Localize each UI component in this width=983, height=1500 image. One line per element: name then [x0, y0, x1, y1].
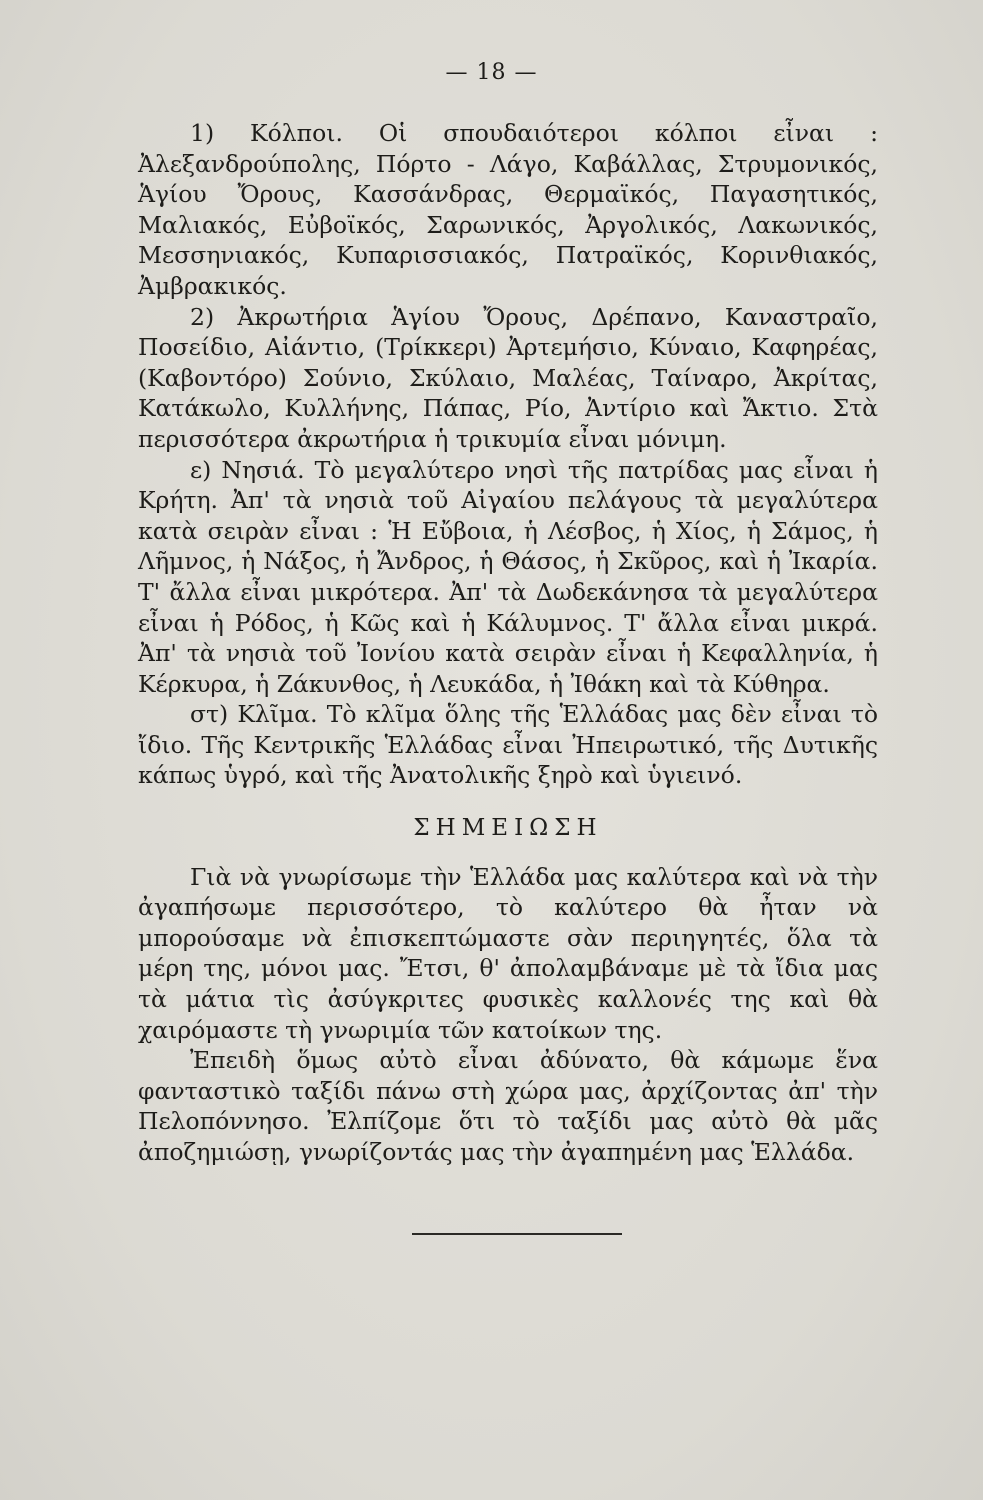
- paragraph-climate: στ) Κλῖμα. Τὸ κλῖμα ὅλης τῆς Ἑλλάδας μας δὲν εἶναι τὸ ἴδιο. Τῆς Κεντρικῆς Ἑλλάδας εἶναι Ἠπειρωτικό, τῆς Δυτικῆς κάπως ὑγρό, καὶ τῆς Ἀνατολικῆς ξηρὸ καὶ ὑγιεινό.: [138, 700, 878, 790]
- paragraph-gulfs: 1) Κόλποι. Οἱ σπουδαιότεροι κόλποι εἶναι : Ἀλεξανδρούπολης, Πόρτο - Λάγο, Καβάλλας, Στρυμονικός, Ἁγίου Ὄρους, Κασσάνδρας, Θερμαϊκός, Παγασητικός, Μαλιακός, Εὐβοϊκός, Σαρωνικός, Ἀργολικός, Λακωνικός, Μεσσηνιακός, Κυπαρισσιακός, Πατραϊκός, Κορινθιακός, Ἀμβρακικός.: [138, 119, 878, 300]
- note-paragraph-1: Γιὰ νὰ γνωρίσωμε τὴν Ἑλλάδα μας καλύτερα καὶ νὰ τὴν ἀγαπήσωμε περισσότερο, τὸ καλύτερο θὰ ἦταν νὰ μπορούσαμε νὰ ἐπισκεπτώμαστε σὰν περιηγητές, ὅλα τὰ μέρη της, μόνοι μας. Ἔτσι, θ' ἀπολαμβάναμε μὲ τὰ ἴδια μας τὰ μάτια τὶς ἀσύγκριτες φυσικὲς καλλονές της καὶ θὰ χαιρόμαστε τὴ γνωριμία τῶν κατοίκων της.: [138, 862, 878, 1044]
- note-heading: ΣΗΜΕΙΩΣΗ: [413, 815, 603, 842]
- end-rule: [412, 1233, 622, 1235]
- page-number: — 18 —: [445, 60, 538, 85]
- paragraph-capes: 2) Ἀκρωτήρια Ἁγίου Ὄρους, Δρέπανο, Καναστραῖο, Ποσείδιο, Αἰάντιο, (Τρίκκερι) Ἀρτεμήσιο, Κύναιο, Καφηρέας, (Καβοντόρο) Σούνιο, Σκύλαιο, Μαλέας, Ταίναρο, Ἀκρίτας, Κατάκωλο, Κυλλήνης, Πάπας, Ρίο, Ἀντίριο καὶ Ἄκτιο. Στὰ περισσότερα ἀκρωτήρια ἡ τρικυμία εἶναι μόνιμη.: [138, 302, 878, 453]
- note-paragraph-2: Ἐπειδὴ ὅμως αὐτὸ εἶναι ἀδύνατο, θὰ κάμωμε ἕνα φανταστικὸ ταξίδι πάνω στὴ χώρα μας, ἀρχίζοντας ἀπ' τὴν Πελοπόννησο. Ἐλπίζομε ὅτι τὸ ταξίδι μας αὐτὸ θὰ μᾶς ἀποζημιώσῃ, γνωρίζοντάς μας τὴν ἀγαπημένη μας Ἑλλάδα.: [138, 1046, 878, 1166]
- page-text: [138, 118, 878, 1168]
- paragraph-islands: ε) Νησιά. Τὸ μεγαλύτερο νησὶ τῆς πατρίδας μας εἶναι ἡ Κρήτη. Ἀπ' τὰ νησιὰ τοῦ Αἰγαίου πελάγους τὰ μεγαλύτερα κατὰ σειρὰν εἶναι : Ἡ Εὔβοια, ἡ Λέσβος, ἡ Χίος, ἡ Σάμος, ἡ Λῆμνος, ἡ Νάξος, ἡ Ἄνδρος, ἡ Θάσος, ἡ Σκῦρος, καὶ ἡ Ἰκαρία. Τ' ἄλλα εἶναι μικρότερα. Ἀπ' τὰ Δωδεκάνησα τὰ μεγαλύτερα εἶναι ἡ Ρόδος, ἡ Κῶς καὶ ἡ Κάλυμνος. Τ' ἄλλα εἶναι μικρά. Ἀπ' τὰ νησιὰ τοῦ Ἰονίου κατὰ σειρὰν εἶναι ἡ Κεφαλληνία, ἡ Κέρκυρα, ἡ Ζάκυνθος, ἡ Λευκάδα, ἡ Ἰθάκη καὶ τὰ Κύθηρα.: [138, 455, 878, 698]
